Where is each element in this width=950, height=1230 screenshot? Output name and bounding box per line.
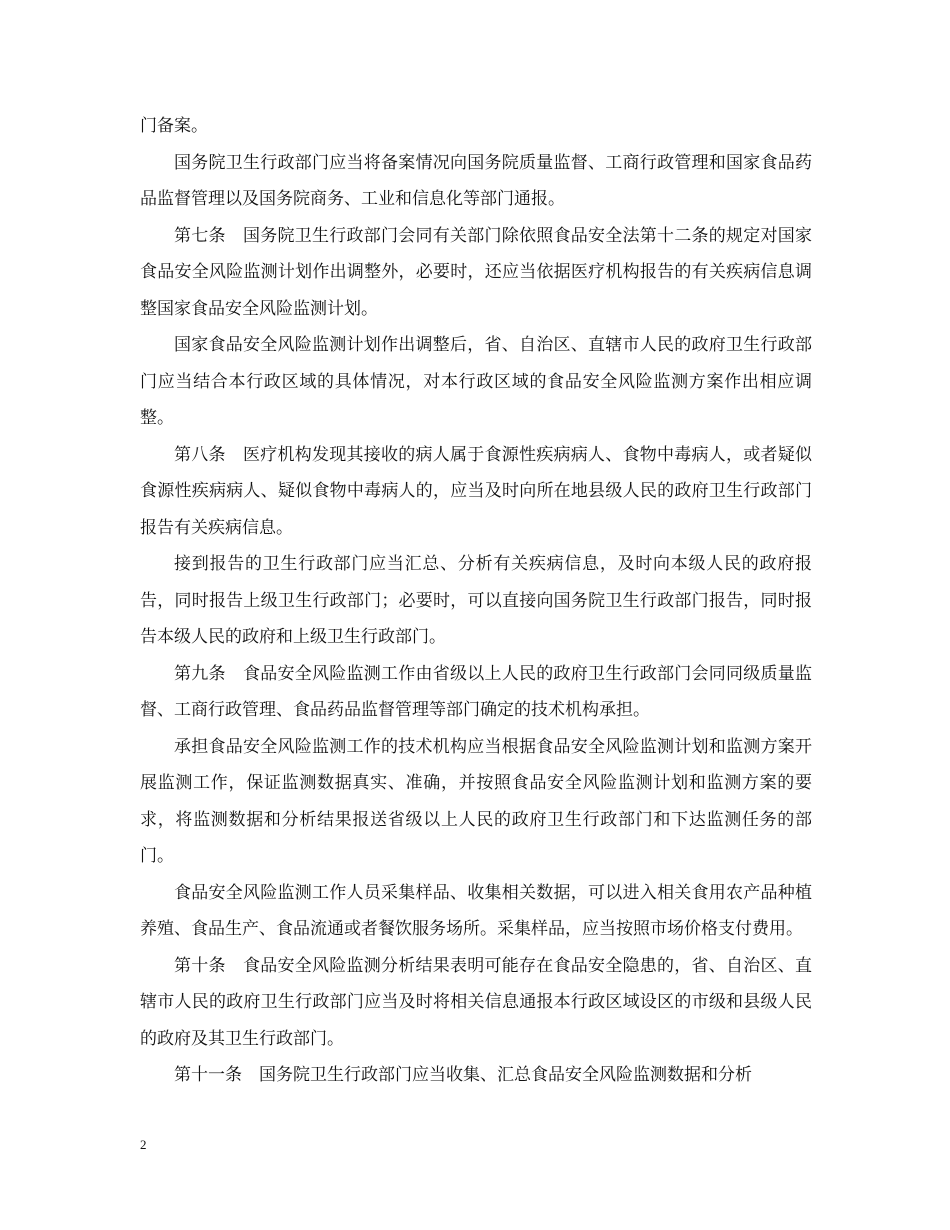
paragraph-5: 第八条 医疗机构发现其接收的病人属于食源性疾病病人、食物中毒病人，或者疑似食源性疾病病人、疑似食物中毒病人的，应当及时向所在地县级人民的政府卫生行政部门报告有关疾病信息。: [140, 444, 812, 538]
document-body: [140, 108, 812, 1094]
paragraph-9: 食品安全风险监测工作人员采集样品、收集相关数据，可以进入相关食用农产品种植养殖、食品生产、食品流通或者餐饮服务场所。采集样品，应当按照市场价格支付费用。: [140, 882, 812, 939]
paragraph-8: 承担食品安全风险监测工作的技术机构应当根据食品安全风险监测计划和监测方案开展监测工作，保证监测数据真实、准确，并按照食品安全风险监测计划和监测方案的要求，将监测数据和分析结果报送省级以上人民的政府卫生行政部门和下达监测任务的部门。: [140, 736, 812, 866]
paragraph-4: 国家食品安全风险监测计划作出调整后，省、自治区、直辖市人民的政府卫生行政部门应当结合本行政区域的具体情况，对本行政区域的食品安全风险监测方案作出相应调整。: [140, 335, 812, 428]
paragraph-3: 第七条 国务院卫生行政部门会同有关部门除依照食品安全法第十二条的规定对国家食品安全风险监测计划作出调整外，必要时，还应当依据医疗机构报告的有关疾病信息调整国家食品安全风险监测计划。: [140, 225, 812, 319]
paragraph-11: 第十一条 国务院卫生行政部门应当收集、汇总食品安全风险监测数据和分析: [174, 1065, 752, 1085]
paragraph-2: 国务院卫生行政部门应当将备案情况向国务院质量监督、工商行政管理和国家食品药品监督管理以及国务院商务、工业和信息化等部门通报。: [140, 152, 812, 209]
page-number: 2: [140, 1137, 147, 1152]
paragraph-6: 接到报告的卫生行政部门应当汇总、分析有关疾病信息，及时向本级人民的政府报告，同时报告上级卫生行政部门；必要时，可以直接向国务院卫生行政部门报告，同时报告本级人民的政府和上级卫生行政部门。: [140, 554, 812, 647]
paragraph-10: 第十条 食品安全风险监测分析结果表明可能存在食品安全隐患的，省、自治区、直辖市人民的政府卫生行政部门应当及时将相关信息通报本行政区域设区的市级和县级人民的政府及其卫生行政部门。: [140, 955, 812, 1049]
paragraph-1: 门备案。: [140, 116, 208, 136]
paragraph-7: 第九条 食品安全风险监测工作由省级以上人民的政府卫生行政部门会同同级质量监督、工商行政管理、食品药品监督管理等部门确定的技术机构承担。: [140, 663, 812, 720]
